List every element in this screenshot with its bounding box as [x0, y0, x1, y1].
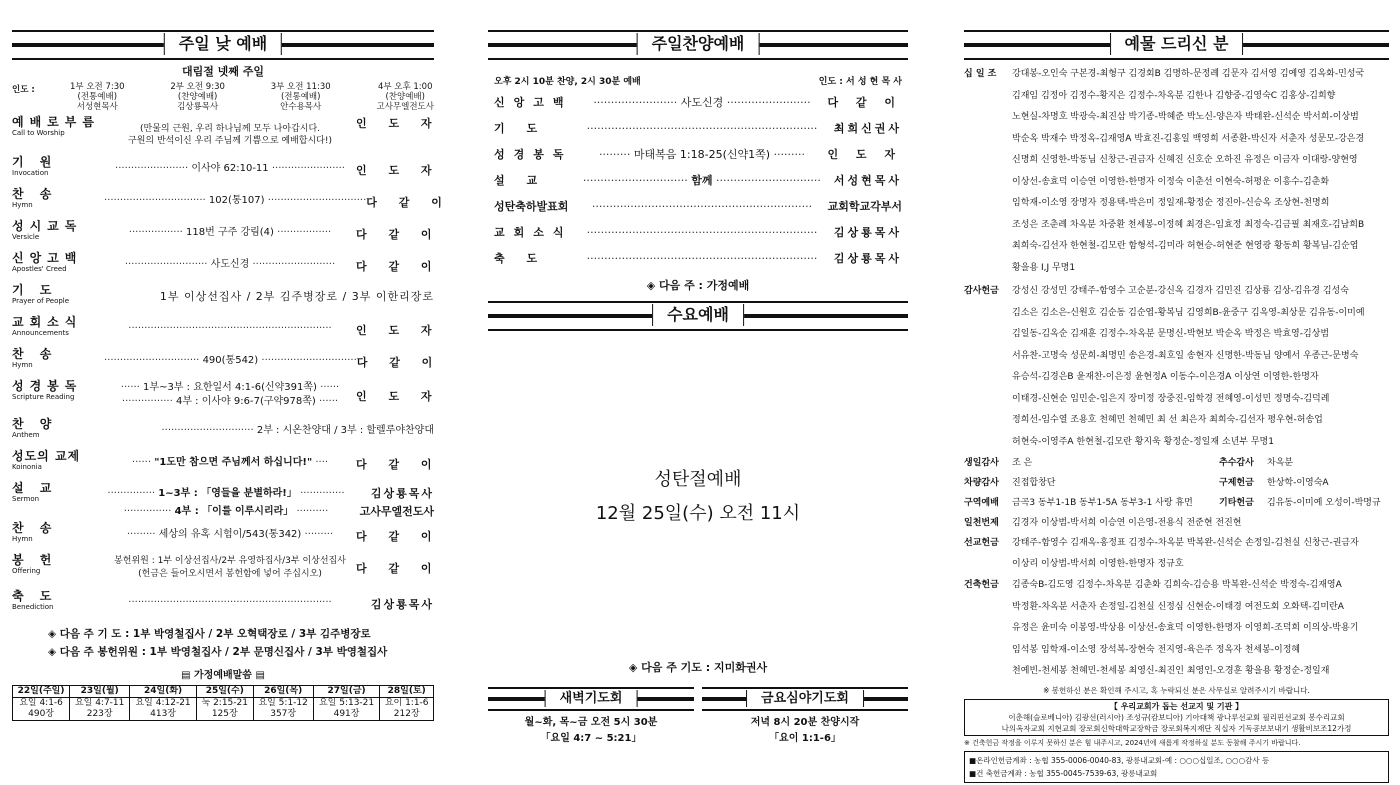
christmas-notice [488, 463, 908, 531]
praise-row: 기 도 ·································································· 최희신권사 [494, 121, 902, 135]
friday-prayer-title: 금요심야기도회 [746, 690, 864, 707]
offerings-column [964, 30, 1389, 783]
text-left-family_texts-2: 요일 4:12-21 [135, 698, 191, 708]
text-left-rows-11-ko: 설 교 [12, 481, 58, 495]
text-right-tithe_lines-7: 조성은 조춘례 차옥분 차중환 천세봉-이정혜 최경은-임효정 최정숙-김금필 최재호-김남희B [1012, 219, 1365, 230]
text-middle-rows-3-content: 함께 [691, 174, 713, 187]
text-middle-rows-3-label: 설 교 [494, 174, 547, 187]
worship-order [12, 115, 451, 619]
service-2 [170, 82, 225, 112]
family-worship-title: ▤ 가정예배말씀 ▤ [181, 670, 265, 681]
order-leader: 인 도 자 [356, 117, 441, 130]
text-left-rows-12-en: Hymn [12, 535, 33, 543]
text-middle-rows-0-label: 신앙고백 [494, 96, 573, 109]
friday-prayer-time: 저녁 8시 20분 찬양시작 [750, 717, 860, 728]
text-right-tithe_lines-8: 최희숙-김선자 한현철-김모란 함형석-김미라 허현승-허현준 현영광 황동희 황복님-김순엽 [1012, 241, 1359, 251]
order-row-versicle: 성시교독 Versicle ················· 118번 구주 강림(4) ················· 다 같 이 [12, 219, 441, 241]
text-middle-rows-5-label: 교회소식 [494, 226, 573, 239]
praise-worship-title: 주일찬양예배 [637, 33, 760, 55]
text-middle-rows-6-right: 김상룡목사 [833, 252, 902, 265]
text-right-tithe_lines-9: 황을용 I,J 무명1 [1012, 262, 1076, 273]
tithe-label: 십 일 조 [964, 69, 997, 79]
order-row-benediction: 축 도 Benediction ································································ 김상룡목사 [12, 589, 434, 611]
text-left-rows-9-ko: 찬 양 [12, 417, 58, 431]
service-1 [70, 82, 125, 112]
call-note-1: (만물의 근원, 우리 하나님께 모두 나아갑시다. [139, 124, 321, 134]
call-note-2: 구원의 반석이신 우리 주님께 기쁨으로 예배합시다!) [128, 136, 332, 146]
text-left-rows-4-content: 사도신경 [210, 259, 250, 270]
text-right-tithe_lines-4: 신명희 신영한-박동님 신창근-권금자 신혜진 신호순 오하진 유정은 이금자 이대랑-양현영 [1012, 155, 1358, 165]
order-row-prayer [12, 283, 434, 315]
thanks-group [964, 281, 1389, 453]
text-middle-rows-4-label: 성탄축하발표회 [494, 200, 569, 213]
text-left-family_hymns-6: 212장 [393, 709, 420, 719]
text-left-family_texts-4: 요일 5:1-12 [258, 698, 308, 708]
text-left-rows-7-ko: 찬 송 [12, 347, 58, 361]
misc-offerings-2 [964, 473, 1389, 493]
text-right-tithe_lines-6: 임학재-이소영 장명자 정용택-박은미 정일재-황정순 정진아-신승옥 조상현-천명희 [1012, 198, 1330, 208]
text-right-building_lines-0: 김종숙B-김도영 김정수-차옥분 김춘화 김희숙-김승용 박복완-신석순 박정숙-김재영A [1012, 580, 1342, 590]
text-left-family_hymns-4: 357장 [270, 709, 297, 719]
first-label: 일천번제 [964, 518, 999, 528]
order-row-offering [12, 553, 441, 589]
praise-worship-header [488, 30, 908, 60]
dawn-prayer-time: 월~화, 목~금 오전 5시 30분 [524, 717, 658, 728]
text-right-thanks_lines-0: 강성신 강성민 강태주-함영수 고순분-강신옥 김경자 김민진 김상룡 김상-김유경 김성숙 [1012, 286, 1349, 296]
order-row-hymn-1: 찬 송 Hymn ································ 102(통107) ······························· 다 같 이 [12, 187, 451, 209]
praise-info [488, 74, 908, 87]
praise-row: 교회소식 ·································································· 김상룡목사 [494, 225, 902, 239]
text-left-services-1-time: 2부 오전 9:30 [170, 82, 225, 92]
text-left-rows-13-en: Offering [12, 567, 41, 575]
text-right-thanks_lines-4: 유승석-김경은B 윤재찬-이은정 윤현정A 이동수-이은경A 이상연 이영한-한명자 [1012, 372, 1319, 382]
mission-group [964, 533, 1389, 575]
text-right-building_lines-2: 유정은 윤미숙 이봉영-박상용 이상선-송효덕 이영한-한명자 이영희-조덕희 이의상-박용기 [1012, 623, 1359, 633]
text-left-services-2-time: 3부 오전 11:30 [270, 82, 331, 92]
mission-label: 선교헌금 [964, 538, 999, 548]
text-left-family_days-4: 26일(목) [253, 686, 313, 698]
text-left-services-2-leader: 안수용목사 [280, 102, 322, 112]
text-left-rows-14-en: Benediction [12, 603, 54, 611]
mission-box-line-1: 이춘해(슬로베니아) 김광선(러시아) 조성규(캄보디아) 기아대책 광나루선교회 필리핀선교회 봉수리교회 [1008, 712, 1345, 722]
text-left-family_days-2: 24일(화) [130, 686, 197, 698]
text-left-services-0-leader: 서성현목사 [76, 102, 118, 112]
praise-row: 성경봉독 ········· 마태복음 1:18-25(신약1쪽) ········· 인 도 자 [494, 148, 902, 161]
praise-next-week: ◈ 다음 주 : 가정예배 [646, 279, 750, 292]
text-right-tithe_lines-0: 강대봉-오인숙 구본경-최형구 김경회B 김명하-문정례 김문자 김서영 김예영 김옥화-민성국 [1012, 69, 1365, 79]
text-left-rows-12-right: 다 같 이 [356, 530, 441, 543]
family-text-row [13, 698, 434, 721]
text-left-rows-10-right: 다 같 이 [356, 458, 441, 471]
text-middle-rows-2-content: 마태복음 1:18-25(신약1쪽) [633, 148, 771, 161]
text-left-rows-2-ko: 찬 송 [12, 187, 58, 201]
service-4 [376, 82, 433, 112]
tithe-names [1012, 64, 1389, 279]
text-left-family_hymns-3: 125장 [211, 709, 238, 719]
text-left-services-1-type: (찬양예배) [177, 92, 218, 102]
text-left-rows-7-right: 다 같 이 [356, 356, 442, 369]
praise-row: 설 교 ······························ 함께 ······························ 서성현목사 [494, 174, 902, 187]
text-left-family_texts-5: 요일 5:13-21 [318, 698, 375, 708]
text-left-rows-8-ko: 성경봉독 [12, 379, 83, 393]
text-left-rows-4-ko: 신앙고백 [12, 251, 83, 265]
text-left-rows-9-content: 2부 : 시온찬양대 / 3부 : 할렐루야찬양대 [256, 425, 434, 436]
text-left-rows-11-en: Sermon [12, 495, 40, 503]
text-left-rows-8-right: 인 도 자 [356, 390, 441, 403]
text-left-rows-7-en: Hymn [12, 361, 33, 369]
service-3 [271, 82, 331, 112]
order-row-announcements: 교회소식 Announcements ································································ 인 도 자 [12, 315, 441, 337]
text-left-family_hymns-0: 490장 [28, 709, 54, 719]
text-left-family_texts-1: 요일 4:7-11 [74, 698, 125, 708]
text-left-rows-3-en: Versicle [12, 233, 40, 241]
text-left-rows-13-content: 봉헌위원 : 1부 이상선집사/2부 유영하집사/3부 이상선집사 [114, 556, 346, 566]
text-left-family_texts-0: 요일 4:1-6 [19, 698, 63, 708]
text-left-rows-2-en: Hymn [12, 201, 33, 209]
praise-order [488, 89, 908, 271]
order-content: 이사야 62:10-11 [191, 163, 269, 174]
christmas-title: 성탄절예배 [654, 469, 742, 490]
worship-subtitle: 대림절 넷째 주일 [181, 65, 265, 78]
text-left-family_days-1: 23일(월) [70, 686, 130, 698]
text-left-family_hymns-1: 223장 [86, 709, 113, 719]
wednesday-worship-title: 수요예배 [652, 304, 744, 326]
text-left-rows-1-en: Invocation [12, 169, 49, 177]
text-left-family_texts-6: 요이 1:1-6 [384, 698, 429, 708]
harvest-names: 차옥분 [1267, 458, 1294, 468]
order-label-en: Call to Worship [12, 129, 65, 137]
text-middle-rows-4-right: 교회학교각부서 [827, 200, 902, 213]
text-left-rows-5-content: 1부 이상선집사 / 2부 김주병장로 / 3부 이한리장로 [159, 290, 434, 303]
family-worship-table [12, 685, 434, 721]
text-left-rows-2-right: 다 같 이 [366, 196, 451, 209]
misc-offerings-1 [964, 453, 1389, 473]
text-left-services-3-time: 4부 오후 1:00 [377, 82, 433, 92]
text-left-services-1-leader: 김상룡목사 [177, 102, 219, 112]
order-row-invocation: 기 원 Invocation ······················· 이사야 62:10-11 ······················· 인 도 자 [12, 155, 441, 177]
dawn-prayer-text: 「요일 4:7 ~ 5:21」 [540, 733, 642, 744]
text-right-tithe_lines-1: 김재임 김정아 김정수-황지은 김정수-차옥분 김한나 김향중-김영숙C 김홍상-김희향 [1012, 90, 1336, 101]
praise-row: 신앙고백 ························ 사도신경 ························ 다 같 이 [494, 96, 902, 109]
text-left-services-3-type: (찬양예배) [385, 92, 425, 102]
prayer-meetings [488, 687, 908, 747]
praise-leader: 인도 : 서 성 현 목 사 [818, 77, 902, 87]
offerings-header [964, 30, 1389, 60]
birthday-label: 생일감사 [964, 458, 999, 468]
text-left-rows-4-en: Apostles' Creed [12, 265, 67, 273]
main-worship-column [12, 30, 451, 721]
text-left-rows-13-ko: 봉 헌 [12, 553, 58, 567]
text-right-thanks_lines-1: 김소은 김소은-신원호 김순동 김순엽-황복님 김영희B-윤중구 김옥영-최상문 김유동-이미예 [1012, 307, 1365, 318]
mission-box-line-2: 나의옥자교회 지현교회 장로회신학대학교장학금 장로회복지재단 직십자 기독공보보내기 생활비보조12가정 [1001, 723, 1352, 733]
text-middle-rows-0-right: 다 같 이 [827, 96, 902, 109]
text-left-rows-6-en: Announcements [12, 329, 69, 337]
text-left-rows-3-content: 118번 구주 강림(4) [186, 227, 274, 238]
services-list [70, 82, 434, 112]
text-left-rows-8-en: Scripture Reading [12, 393, 75, 401]
offerings-title: 예물 드리신 분 [1110, 33, 1244, 55]
text-right-thanks_lines-7: 허현숙-이영주A 한현철-김모란 황지욱 황정순-정일재 소년부 무명1 [1012, 436, 1274, 447]
order-row-anthem: 찬 양 Anthem ····························· 2부 : 시온찬양대 / 3부 : 할렐루야찬양대 [12, 417, 434, 439]
text-left-rows-10-ko: 성도의 교제 [12, 449, 81, 463]
text-middle-rows-6-label: 축 도 [494, 252, 547, 265]
dawn-prayer [488, 687, 694, 747]
text-left-services-0-time: 1부 오전 7:30 [70, 82, 125, 92]
order-row-hymn-2: 찬 송 Hymn ······························ 490(통542) ······························ 다 같 이 [12, 347, 442, 369]
mission-names [1012, 533, 1389, 575]
praise-row: 축 도 ·································································· 김상룡목사 [494, 251, 902, 265]
order-row-hymn-3: 찬 송 Hymn ········· 세상의 유혹 시험이/543(통342) ········· 다 같 이 [12, 521, 441, 543]
text-left-family_days-5: 27일(금) [313, 686, 380, 698]
praise-worship-column [488, 30, 908, 747]
text-left-rows-5-ko: 기 도 [12, 283, 58, 297]
text-left-rows-12-content: 세상의 유혹 시험이/543(통342) [158, 529, 302, 540]
relief-names: 한상학-이영숙A [1267, 478, 1329, 488]
praise-time: 오후 2시 10분 찬양, 2시 30분 예배 [494, 77, 641, 87]
building-names [1012, 575, 1389, 683]
account-box [964, 751, 1389, 783]
text-left-rows-11-right: 김상룡목사 [370, 487, 434, 500]
vehicle-label: 차량감사 [964, 478, 999, 488]
text-right-thanks_lines-2: 김일동-김옥순 김재훈 김정수-차옥분 문명신-박현보 박순옥 박정은 박효영-김상범 [1012, 329, 1330, 339]
christmas-time: 12월 25일(수) 오전 11시 [595, 503, 801, 524]
text-left-rows-11-content2: 4부 : 「이를 이루시리라」 [174, 506, 294, 517]
offerings-list [964, 64, 1389, 683]
first-offering-group [964, 513, 1389, 533]
misc-offerings-3 [964, 493, 1389, 513]
text-left-rows-6-ko: 교회소식 [12, 315, 83, 329]
family-days-row [13, 686, 434, 698]
text-left-rows-2-content: 102(통107) [208, 195, 265, 206]
text-middle-rows-5-right: 김상룡목사 [833, 226, 902, 239]
order-row-creed: 신앙고백 Apostles' Creed ·························· 사도신경 ·························· 다 같 이 [12, 251, 441, 273]
text-left-rows-1-right: 인 도 자 [356, 164, 441, 177]
friday-prayer [702, 687, 908, 747]
text-middle-rows-1-right: 최희신권사 [833, 122, 902, 135]
main-worship-header [12, 30, 434, 60]
services-label: 인도 : [12, 85, 35, 95]
text-left-family_hymns-2: 413장 [150, 709, 176, 719]
text-left-rows-11-content: 1~3부 : 「영들을 분별하라!」 [158, 488, 297, 499]
text-left-family_days-3: 25일(수) [196, 686, 253, 698]
praise-row: 성탄축하발표회 ······························································· 교회학교각부서 [494, 199, 902, 213]
dawn-prayer-title: 새벽기도회 [545, 690, 638, 707]
text-right-thanks_lines-5: 이태경-신현순 임민순-임은지 장미정 장중진-임학경 전혜영-이성민 정명숙-김덕례 [1012, 393, 1330, 404]
mission-box-title: 【 우리교회가 돕는 선교지 및 기관 】 [1109, 701, 1244, 711]
text-left-services-0-type: (전통예배) [77, 92, 118, 102]
order-row-call [12, 115, 441, 155]
district-label: 구역예배 [964, 498, 999, 508]
building-label: 건축헌금 [964, 580, 999, 590]
building-group [964, 575, 1389, 683]
text-left-family_hymns-5: 491장 [333, 709, 360, 719]
text-left-rows-3-right: 다 같 이 [356, 228, 441, 241]
order-row-sermon: 설 교 Sermon ··············· 1~3부 : 「영들을 분별하라!」 ·············· ··············· 4부 : 「이를 이루시리라」 ·········· 김상룡목사 고사무엘전도사 [12, 481, 434, 521]
next-week-notes [12, 625, 434, 661]
text-right-building_lines-1: 박정환-차옥분 서춘자 손정일-김천실 신정심 신현순-이태경 여전도회 오화택-김미란A [1012, 601, 1344, 612]
friday-prayer-text: 「요이 1:1-6」 [769, 733, 841, 744]
thanks-label: 감사헌금 [964, 286, 999, 296]
text-middle-rows-1-label: 기 도 [494, 122, 547, 135]
vehicle-names: 진접합창단 [1012, 478, 1056, 488]
text-left-rows-10-content: "1도만 참으면 주님께서 하십니다!" [154, 457, 313, 468]
text-left-rows-4-right: 다 같 이 [356, 260, 441, 273]
text-left-rows-3-ko: 성시교독 [12, 219, 83, 233]
text-right-tithe_lines-5: 이상선-송효덕 이승연 이영한-한명자 이정숙 이춘선 이현숙-허평운 이흥수-김춘화 [1012, 176, 1330, 187]
text-right-thanks_lines-3: 서유찬-고명숙 성문희-최명민 송은경-최호일 송현자 신명한-박동님 양예서 우종근-문병숙 [1012, 350, 1359, 361]
text-left-rows-13-right: 다 같 이 [356, 562, 441, 575]
text-left-family_days-6: 28일(토) [380, 686, 434, 698]
text-right-mission_lines-0: 강태주-함영수 김재옥-홍정표 김정수-차옥분 박복완-신석순 손정일-김천실 신창근-권금자 [1012, 538, 1359, 548]
text-left-rows-6-right: 인 도 자 [356, 324, 441, 337]
text-left-rows-13-content2: (헌금은 들어오시면서 봉헌함에 넣어 주십시오) [138, 569, 322, 579]
order-label: 예배로부름 [12, 115, 100, 129]
harvest-label: 추수감사 [1219, 458, 1254, 468]
text-left-rows-5-en: Prayer of People [12, 297, 70, 305]
other-label: 기타헌금 [1219, 498, 1254, 508]
text-right-tithe_lines-2: 노현실-차명호 박광숙-최진삼 박기종-박혜준 박노신-양은자 박태완-신석순 박서희-이상범 [1012, 112, 1359, 122]
text-right-mission_lines-1: 이상리 이상범-박서희 이영한-한명자 정규호 [1012, 559, 1184, 569]
text-left-rows-11-right2: 고사무엘전도사 [359, 505, 434, 518]
text-left-rows-8-content: 1부~3부 : 요한일서 4:1-6(신약391쪽) [143, 382, 317, 393]
text-left-services-2-type: (전통예배) [280, 92, 321, 102]
service-times [12, 82, 434, 112]
text-right-thanks_lines-6: 정희선-임수열 조용호 천혜민 천혜민 최 선 최은자 최희숙-김선자 평우현-허송업 [1012, 415, 1323, 425]
text-right-tithe_lines-3: 박순옥 박재수 박정옥-김재영A 박효진-김홍일 백영희 서종환-박신자 서춘자 성문모-강은경 [1012, 133, 1365, 144]
text-left-rows-1-ko: 기 원 [12, 155, 58, 169]
next-offering: ◈ 다음 주 봉헌위원 : 1부 박영철집사 / 2부 문명신집사 / 3부 박영철집사 [48, 646, 388, 658]
wednesday-worship-header [488, 301, 908, 331]
mission-support-box [964, 699, 1389, 736]
order-row-scripture: 성경봉독 Scripture Reading ······ 1부~3부 : 요한일서 4:1-6(신약391쪽) ······ ················ 4부 : 이사야 9:6-7(구약978쪽) ······ 인 도 자 [12, 379, 441, 407]
text-left-rows-14-right: 김상룡목사 [370, 598, 434, 611]
text-left-rows-14-ko: 축 도 [12, 589, 58, 603]
order-row-koinonia: 성도의 교제 Koinonia ······ "1도만 참으면 주님께서 하십니다!" ···· 다 같 이 [12, 449, 441, 471]
text-middle-rows-3-right: 서성현목사 [833, 174, 902, 187]
text-left-rows-9-en: Anthem [12, 431, 40, 439]
text-left-rows-10-en: Koinonia [12, 463, 42, 471]
tithe-group [964, 64, 1389, 279]
wednesday-next-prayer: ◈ 다음 주 기도 : 지미화권사 [628, 661, 768, 674]
text-right-building_lines-4: 천예빈-천세봉 천혜민-천세봉 최영신-최진인 최영인-오경훈 황을용 황정순-정일재 [1012, 666, 1330, 676]
relief-label: 구제헌금 [1219, 478, 1254, 488]
thanks-names [1012, 281, 1389, 453]
text-left-rows-8-content2: 4부 : 이사야 9:6-7(구약978쪽) [175, 396, 316, 407]
text-left-rows-7-content: 490(통542) [202, 355, 259, 366]
next-prayer: ◈ 다음 주 기 도 : 1부 박영철집사 / 2부 오혁택장로 / 3부 김주병장로 [48, 628, 371, 640]
text-left-services-3-leader: 고사무엘전도사 [376, 102, 434, 112]
account-online: ■온라인헌금계좌 : 농협 355-0006-0040-83, 광릉내교회-예 : ○○○십일조, ○○○감사 등 [969, 755, 1270, 765]
district-names: 금곡3 동부1-1B 동부1-5A 동부3-1 사랑 휴먼 [1012, 498, 1193, 508]
other-names: 김유동-이미예 오성이-박명규 [1267, 498, 1381, 508]
text-left-family_texts-3: 눅 2:15-21 [201, 698, 248, 708]
birthday-names: 조 은 [1012, 458, 1033, 468]
text-middle-rows-2-label: 성경봉독 [494, 148, 573, 161]
text-middle-rows-2-right: 인 도 자 [827, 148, 902, 161]
text-left-family_days-0: 22일(주일) [13, 686, 70, 698]
text-middle-rows-0-content: 사도신경 [680, 96, 724, 109]
account-building: ■건 축헌금계좌 : 농협 355-0045-7539-63, 광릉내교회 [969, 768, 1158, 778]
text-left-rows-12-ko: 찬 송 [12, 521, 58, 535]
building-note: ※ 건축헌금 작정을 이루지 못하신 분은 힘 내주시고, 2024년에 새롭게 작정하실 분도 동참해 주시기 바랍니다. [964, 738, 1301, 747]
main-worship-title: 주일 낮 예배 [164, 33, 282, 55]
offering-notice: ※ 봉헌하신 분은 확인해 주시고, 혹 누락되신 분은 사무실로 알려주시기 바랍니다. [1043, 685, 1310, 695]
first-names: 김경자 이상범-박서희 이승연 이은영-전용식 전준현 전진현 [1012, 518, 1242, 528]
text-right-building_lines-3: 임석봉 임학재-이소영 장석복-장현숙 전지영-육은주 정옥자 천세봉-이정혜 [1012, 644, 1301, 655]
